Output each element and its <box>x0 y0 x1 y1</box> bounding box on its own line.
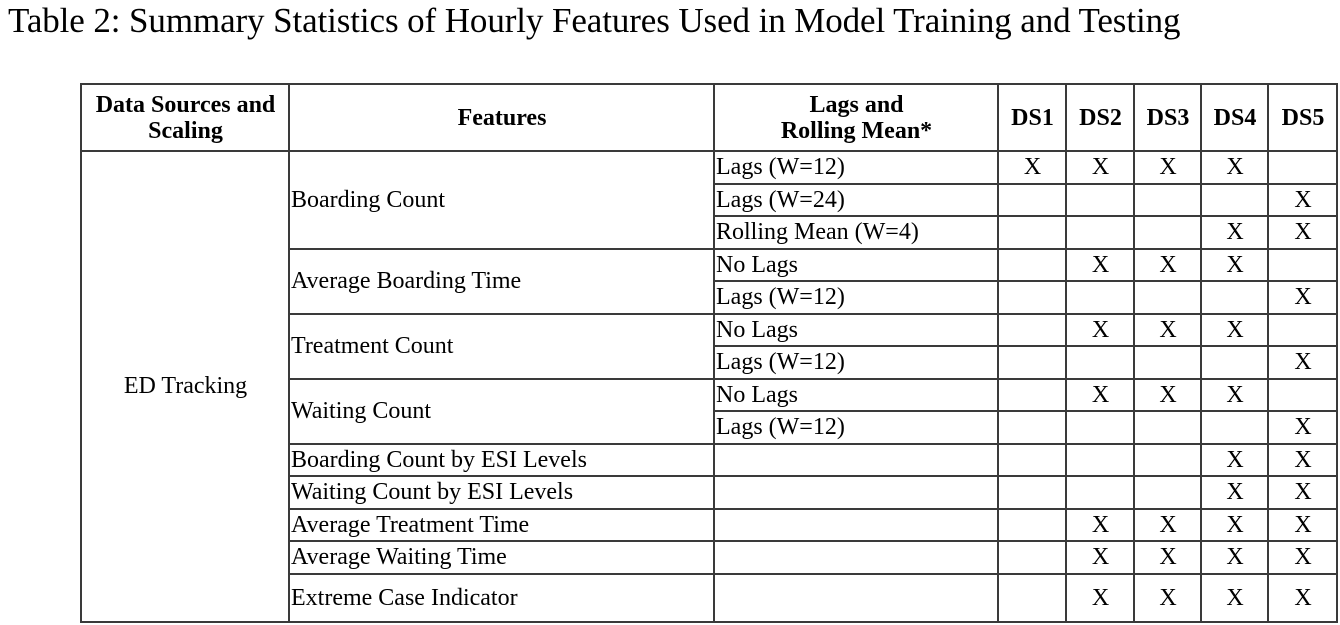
ds-cell <box>998 444 1066 477</box>
header-lags <box>714 84 998 151</box>
lag-cell <box>714 541 998 574</box>
ds-cell: X <box>1134 541 1201 574</box>
ds-cell: X <box>1201 379 1268 412</box>
lag-cell: Lags (W=24) <box>714 184 998 217</box>
ds-cell <box>1201 411 1268 444</box>
ds-cell: X <box>1201 249 1268 282</box>
ds-cell <box>998 411 1066 444</box>
ds-cell <box>998 346 1066 379</box>
table-caption: Table 2: Summary Statistics of Hourly Features Used in Model Training and Testing <box>8 1 1181 40</box>
ds-cell: X <box>1201 476 1268 509</box>
lag-cell <box>714 444 998 477</box>
lag-cell: Lags (W=12) <box>714 151 998 184</box>
lag-cell: Rolling Mean (W=4) <box>714 216 998 249</box>
header-ds2: DS2 <box>1066 84 1134 151</box>
ds-cell: X <box>1268 216 1337 249</box>
feature-summary-table <box>80 83 1338 623</box>
ds-cell: X <box>1066 541 1134 574</box>
ds-cell: X <box>1134 151 1201 184</box>
lag-cell: Lags (W=12) <box>714 346 998 379</box>
ds-cell: X <box>1201 444 1268 477</box>
ds-cell <box>1201 184 1268 217</box>
ds-cell <box>1268 314 1337 347</box>
ds-cell: X <box>1201 509 1268 542</box>
ds-cell: X <box>1201 541 1268 574</box>
ds-cell <box>998 379 1066 412</box>
ds-cell: X <box>1066 151 1134 184</box>
header-text: Rolling Mean* <box>780 117 933 144</box>
header-row <box>81 84 1337 151</box>
ds-cell: X <box>1268 184 1337 217</box>
ds-cell <box>1066 216 1134 249</box>
feature-cell: Boarding Count <box>289 151 714 249</box>
header-text: Scaling <box>148 117 223 144</box>
ds-cell: X <box>1268 444 1337 477</box>
ds-cell <box>998 249 1066 282</box>
ds-cell: X <box>1268 346 1337 379</box>
feature-cell: Waiting Count <box>289 379 714 444</box>
ds-cell <box>1066 281 1134 314</box>
header-ds4: DS4 <box>1201 84 1268 151</box>
ds-cell: X <box>1066 249 1134 282</box>
ds-cell: X <box>1268 281 1337 314</box>
ds-cell: X <box>1268 411 1337 444</box>
ds-cell <box>1268 151 1337 184</box>
lag-cell: No Lags <box>714 314 998 347</box>
ds-cell: X <box>1201 574 1268 622</box>
ds-cell: X <box>1268 509 1337 542</box>
table-row <box>81 151 1337 184</box>
ds-cell <box>1134 281 1201 314</box>
ds-cell: X <box>1066 314 1134 347</box>
ds-cell: X <box>1134 314 1201 347</box>
ds-cell: X <box>1268 541 1337 574</box>
ds-cell: X <box>1066 509 1134 542</box>
ds-cell <box>1134 184 1201 217</box>
feature-cell: Treatment Count <box>289 314 714 379</box>
ds-cell <box>1201 346 1268 379</box>
lag-cell <box>714 509 998 542</box>
lag-cell <box>714 574 998 622</box>
ds-cell: X <box>1066 379 1134 412</box>
header-text: Lags and <box>809 91 904 118</box>
feature-cell: Average Boarding Time <box>289 249 714 314</box>
ds-cell <box>998 184 1066 217</box>
ds-cell: X <box>1201 151 1268 184</box>
ds-cell <box>998 574 1066 622</box>
lag-cell: No Lags <box>714 379 998 412</box>
lag-cell <box>714 476 998 509</box>
lag-cell: No Lags <box>714 249 998 282</box>
header-data-sources <box>81 84 289 151</box>
ds-cell: X <box>1066 574 1134 622</box>
ds-cell <box>998 476 1066 509</box>
ds-cell <box>998 541 1066 574</box>
ds-cell <box>998 281 1066 314</box>
ds-cell <box>1066 476 1134 509</box>
ds-cell: X <box>1134 509 1201 542</box>
ds-cell: X <box>1134 574 1201 622</box>
feature-cell: Average Treatment Time <box>289 509 714 542</box>
ds-cell <box>1134 444 1201 477</box>
lag-cell: Lags (W=12) <box>714 281 998 314</box>
feature-cell: Average Waiting Time <box>289 541 714 574</box>
data-source-cell: ED Tracking <box>81 151 289 622</box>
header-ds5: DS5 <box>1268 84 1337 151</box>
header-features: Features <box>289 84 714 151</box>
header-ds3: DS3 <box>1134 84 1201 151</box>
ds-cell <box>1066 346 1134 379</box>
header-text: Data Sources and <box>95 91 276 118</box>
ds-cell <box>1201 281 1268 314</box>
ds-cell <box>1066 184 1134 217</box>
feature-cell: Boarding Count by ESI Levels <box>289 444 714 477</box>
ds-cell <box>1268 249 1337 282</box>
ds-cell <box>1134 216 1201 249</box>
ds-cell: X <box>1201 314 1268 347</box>
ds-cell <box>1134 476 1201 509</box>
ds-cell: X <box>1268 476 1337 509</box>
ds-cell <box>1134 346 1201 379</box>
header-ds1: DS1 <box>998 84 1066 151</box>
ds-cell <box>998 314 1066 347</box>
ds-cell <box>1066 411 1134 444</box>
ds-cell: X <box>1134 379 1201 412</box>
feature-cell: Waiting Count by ESI Levels <box>289 476 714 509</box>
ds-cell: X <box>1134 249 1201 282</box>
ds-cell <box>1134 411 1201 444</box>
ds-cell: X <box>998 151 1066 184</box>
ds-cell <box>1066 444 1134 477</box>
ds-cell <box>998 509 1066 542</box>
feature-cell: Extreme Case Indicator <box>289 574 714 622</box>
ds-cell: X <box>1268 574 1337 622</box>
lag-cell: Lags (W=12) <box>714 411 998 444</box>
ds-cell: X <box>1201 216 1268 249</box>
ds-cell <box>998 216 1066 249</box>
ds-cell <box>1268 379 1337 412</box>
